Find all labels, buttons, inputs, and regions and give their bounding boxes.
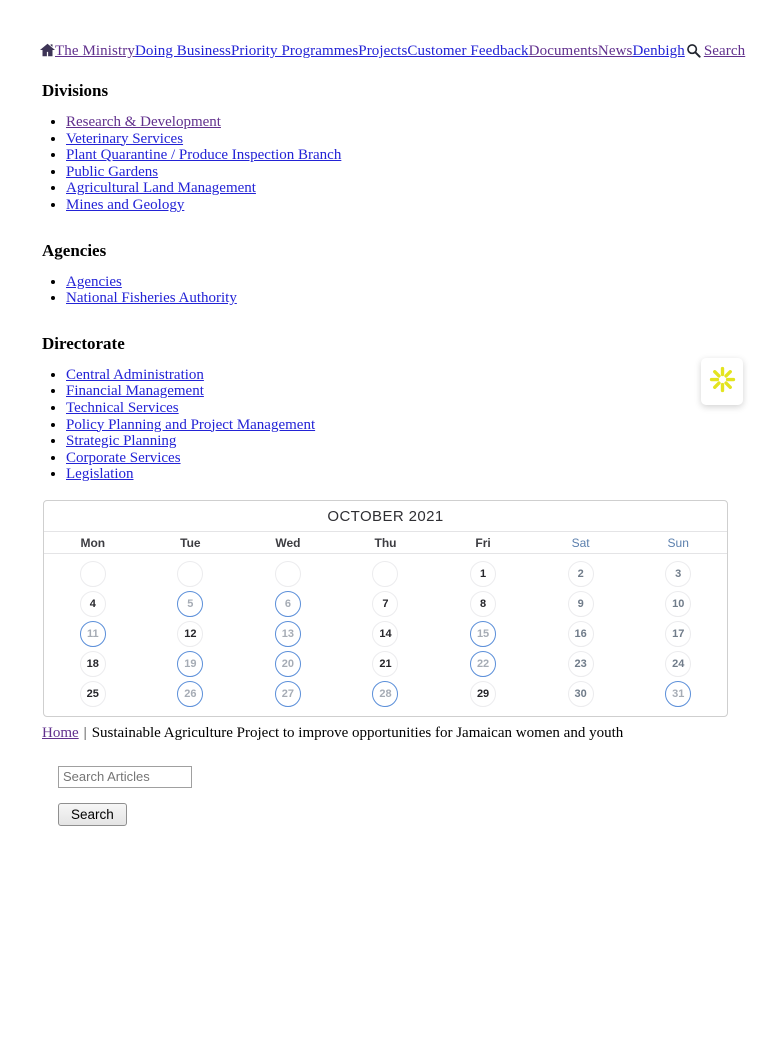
link-research-development[interactable]: Research & Development <box>66 114 221 130</box>
calendar-day-27[interactable]: 27 <box>275 681 301 707</box>
section-title-directorate: Directorate <box>42 333 125 353</box>
calendar-cell <box>629 591 727 617</box>
calendar-day-empty <box>80 561 106 587</box>
section-list-directorate <box>42 367 773 483</box>
calendar-day-7[interactable]: 7 <box>372 591 398 617</box>
calendar-day-empty <box>372 561 398 587</box>
calendar-cell <box>239 591 337 617</box>
link-corporate-services[interactable]: Corporate Services <box>66 449 181 466</box>
nav-link-news[interactable]: News <box>597 43 633 59</box>
section-title-divisions: Divisions <box>42 81 109 100</box>
calendar-cell <box>337 591 435 617</box>
link-veterinary-services[interactable]: Veterinary Services <box>66 130 184 147</box>
section-title-agencies: Agencies <box>42 240 107 260</box>
calendar-cell <box>44 651 142 677</box>
calendar-day-11[interactable]: 11 <box>80 621 106 647</box>
nav-link-the-ministry[interactable]: The Ministry <box>55 43 135 59</box>
loading-asterisk-icon <box>709 366 736 398</box>
link-national-fisheries-authority[interactable]: National Fisheries Authority <box>66 290 237 307</box>
calendar-cell <box>434 651 532 677</box>
calendar-day-16[interactable]: 16 <box>568 621 594 647</box>
calendar-cell <box>142 561 240 587</box>
list-item <box>66 450 773 467</box>
nav-link-projects[interactable]: Projects <box>358 43 408 59</box>
calendar-day-26[interactable]: 26 <box>177 681 203 707</box>
calendar-grid <box>44 554 727 716</box>
calendar-cell <box>337 681 435 707</box>
list-item <box>66 433 773 450</box>
nav-links <box>55 43 685 59</box>
calendar-day-30[interactable]: 30 <box>568 681 594 707</box>
calendar-cell <box>532 651 630 677</box>
list-item <box>66 197 773 214</box>
list-item <box>66 400 773 417</box>
calendar-cell <box>142 621 240 647</box>
calendar-day-header-tue: Tue <box>180 535 201 550</box>
calendar-day-28[interactable]: 28 <box>372 681 398 707</box>
calendar-cell <box>44 591 142 617</box>
calendar-cell <box>337 561 435 587</box>
calendar-cell <box>337 651 435 677</box>
calendar-day-15[interactable]: 15 <box>470 621 496 647</box>
calendar-day-19[interactable]: 19 <box>177 651 203 677</box>
calendar-day-9[interactable]: 9 <box>568 591 594 617</box>
calendar-day-8[interactable]: 8 <box>470 591 496 617</box>
link-technical-services[interactable]: Technical Services <box>66 399 179 416</box>
calendar-day-18[interactable]: 18 <box>80 651 106 677</box>
list-item <box>66 147 773 164</box>
calendar-day-headers <box>44 532 727 554</box>
nav-link-search[interactable]: Search <box>703 43 746 59</box>
calendar-day-23[interactable]: 23 <box>568 651 594 677</box>
calendar-day-31[interactable]: 31 <box>665 681 691 707</box>
list-item <box>66 274 773 291</box>
calendar-cell <box>239 561 337 587</box>
list-item <box>66 383 773 400</box>
link-agricultural-land-management[interactable]: Agricultural Land Management <box>66 180 256 197</box>
home-icon[interactable] <box>40 43 55 59</box>
calendar-day-header-wed: Wed <box>275 535 301 550</box>
list-item <box>66 164 773 181</box>
calendar <box>43 500 728 717</box>
top-nav <box>40 43 773 60</box>
calendar-cell <box>532 621 630 647</box>
nav-link-priority-programmes[interactable]: Priority Programmes <box>230 43 359 59</box>
list-item <box>66 367 773 384</box>
calendar-cell <box>532 561 630 587</box>
calendar-cell <box>629 681 727 707</box>
calendar-day-17[interactable]: 17 <box>665 621 691 647</box>
calendar-cell <box>434 621 532 647</box>
calendar-day-5[interactable]: 5 <box>177 591 203 617</box>
link-public-gardens[interactable]: Public Gardens <box>66 163 159 180</box>
calendar-day-22[interactable]: 22 <box>470 651 496 677</box>
calendar-day-6[interactable]: 6 <box>275 591 301 617</box>
link-financial-management[interactable]: Financial Management <box>66 383 204 400</box>
link-policy-planning-and-project-management[interactable]: Policy Planning and Project Management <box>66 416 316 433</box>
link-strategic-planning[interactable]: Strategic Planning <box>66 433 177 450</box>
calendar-cell <box>239 681 337 707</box>
nav-link-customer-feedback[interactable]: Customer Feedback <box>407 43 529 59</box>
calendar-day-25[interactable]: 25 <box>80 681 106 707</box>
list-item <box>66 466 773 483</box>
calendar-cell <box>337 621 435 647</box>
calendar-title: OCTOBER 2021 <box>44 501 727 532</box>
link-agencies[interactable]: Agencies <box>66 273 122 290</box>
calendar-day-header-sun: Sun <box>667 535 689 550</box>
sections <box>0 81 773 483</box>
calendar-day-21[interactable]: 21 <box>372 651 398 677</box>
article-search-area <box>58 766 773 826</box>
calendar-day-empty <box>275 561 301 587</box>
calendar-cell <box>434 591 532 617</box>
calendar-cell <box>629 621 727 647</box>
search-articles-input[interactable] <box>58 766 192 788</box>
nav-link-doing-business[interactable]: Doing Business <box>134 43 231 59</box>
calendar-cell <box>142 651 240 677</box>
calendar-day-12[interactable]: 12 <box>177 621 203 647</box>
calendar-day-4[interactable]: 4 <box>80 591 106 617</box>
calendar-day-empty <box>177 561 203 587</box>
calendar-cell <box>44 621 142 647</box>
search-icon[interactable] <box>685 43 701 59</box>
list-item <box>66 290 773 307</box>
list-item <box>66 180 773 197</box>
breadcrumb-home-link[interactable]: Home <box>42 724 79 741</box>
link-plant-quarantine-produce-inspection-branch[interactable]: Plant Quarantine / Produce Inspection Branch <box>66 147 342 164</box>
search-button[interactable]: Search <box>58 803 127 826</box>
calendar-day-24[interactable]: 24 <box>665 651 691 677</box>
section-list-agencies <box>42 274 773 307</box>
calendar-cell <box>532 591 630 617</box>
link-mines-and-geology[interactable]: Mines and Geology <box>66 196 185 213</box>
calendar-cell <box>44 561 142 587</box>
list-item <box>66 114 773 131</box>
nav-link-documents[interactable]: Documents <box>528 43 598 59</box>
calendar-day-10[interactable]: 10 <box>665 591 691 617</box>
calendar-cell <box>532 681 630 707</box>
calendar-day-header-thu: Thu <box>374 535 397 550</box>
calendar-cell <box>142 591 240 617</box>
calendar-cell <box>239 651 337 677</box>
calendar-cell <box>434 561 532 587</box>
nav-link-denbigh[interactable]: Denbigh <box>632 43 685 59</box>
list-item <box>66 131 773 148</box>
calendar-cell <box>142 681 240 707</box>
calendar-day-20[interactable]: 20 <box>275 651 301 677</box>
calendar-day-13[interactable]: 13 <box>275 621 301 647</box>
calendar-cell <box>629 651 727 677</box>
calendar-cell <box>44 681 142 707</box>
link-central-administration[interactable]: Central Administration <box>66 366 204 383</box>
calendar-day-2[interactable]: 2 <box>568 561 594 587</box>
calendar-day-header-fri: Fri <box>475 535 491 550</box>
calendar-day-header-mon: Mon <box>80 535 106 550</box>
calendar-day-14[interactable]: 14 <box>372 621 398 647</box>
calendar-cell <box>434 681 532 707</box>
calendar-day-29[interactable]: 29 <box>470 681 496 707</box>
calendar-cell <box>239 621 337 647</box>
calendar-cell <box>629 561 727 587</box>
breadcrumb <box>42 725 773 742</box>
section-list-divisions <box>42 114 773 214</box>
link-legislation[interactable]: Legislation <box>66 466 134 483</box>
breadcrumb-separator: | <box>83 724 87 741</box>
accessibility-widget[interactable] <box>701 358 743 405</box>
breadcrumb-current: Sustainable Agriculture Project to improve opportunities for Jamaican women and youth <box>91 724 624 741</box>
list-item <box>66 417 773 434</box>
calendar-day-1[interactable]: 1 <box>470 561 496 587</box>
calendar-day-3[interactable]: 3 <box>665 561 691 587</box>
calendar-day-header-sat: Sat <box>571 535 590 550</box>
